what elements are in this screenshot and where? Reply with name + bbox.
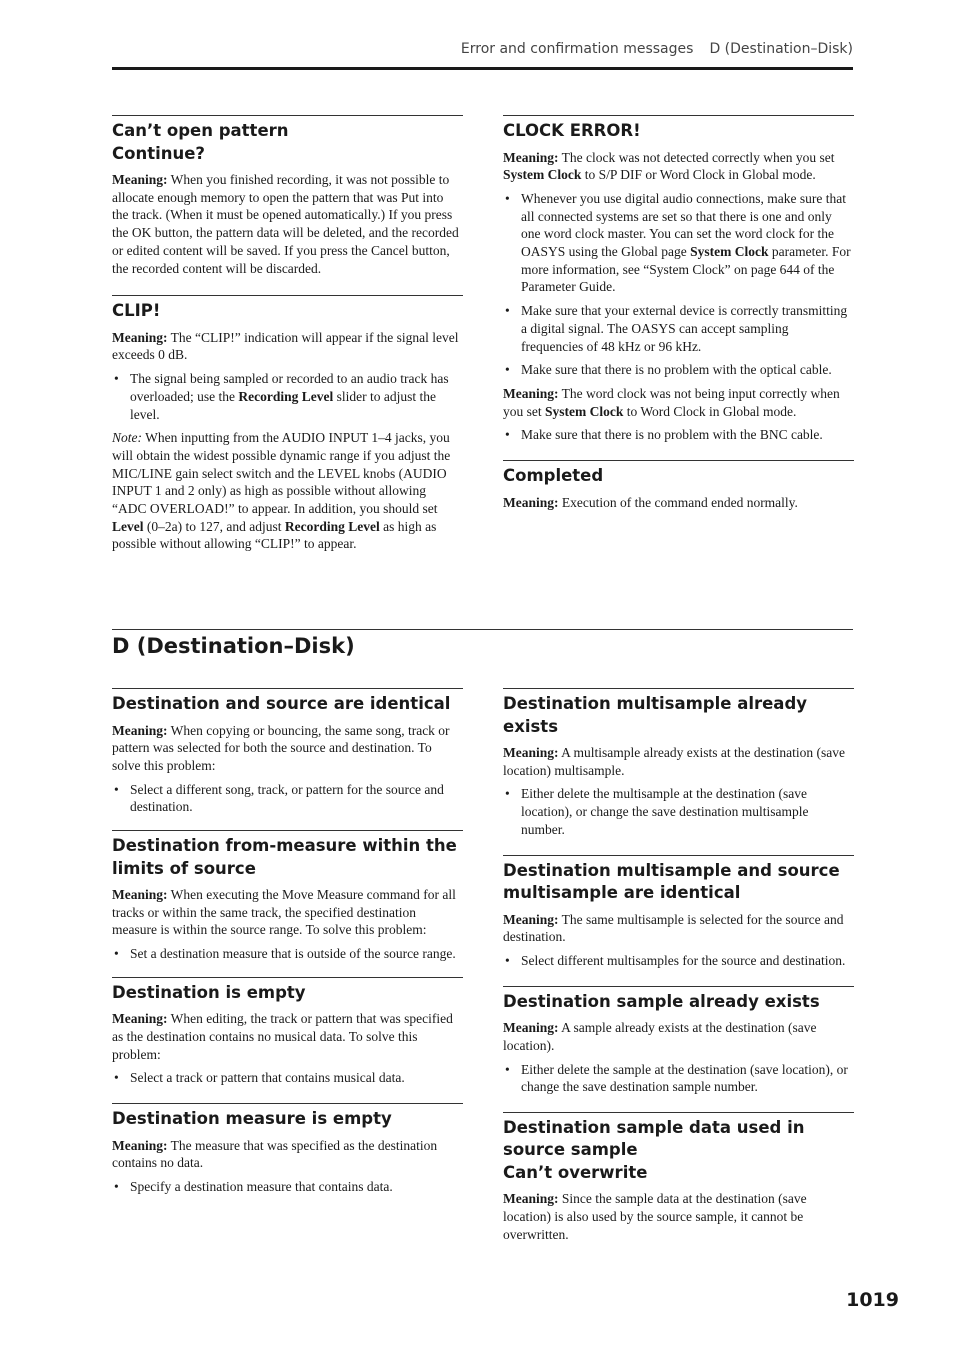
bold-term: Level xyxy=(112,518,144,534)
meaning-label: Meaning: xyxy=(503,494,559,510)
message-title: Can’t open pattern Continue? xyxy=(112,121,289,163)
text-run: as high as possible without allowing “CLIP!” to appear. xyxy=(112,518,437,552)
meaning-paragraph xyxy=(112,886,463,939)
text-run: Either delete the multisample at the destination (save location), or change the save destination multisample number. xyxy=(521,786,809,837)
bullet-list xyxy=(503,1061,854,1096)
list-item xyxy=(112,1069,463,1087)
text-run: Set a destination measure that is outside of the source range. xyxy=(130,946,456,962)
bullet-list xyxy=(112,945,463,963)
message-title: Completed xyxy=(503,466,604,486)
message-entry xyxy=(112,115,463,277)
message-title: Destination sample data used in source sample Can’t overwrite xyxy=(503,1117,805,1182)
text-run: Specify a destination measure that contains data. xyxy=(130,1179,393,1195)
text-run: When inputting from the AUDIO INPUT 1–4 jacks, you will obtain the widest possible dynamic range if you adjust the MIC/LINE gain select switch and the LEVEL knobs (AUDIO INPUT 1 and 2 only) as high as possible without allowing “ADC OVERLOAD!” to appear. In addition, you should set xyxy=(112,430,451,517)
page-number: 1019 xyxy=(846,1289,899,1311)
bullet-list xyxy=(503,426,854,444)
column-bottom-left xyxy=(112,688,463,1202)
list-item xyxy=(503,426,854,444)
list-item xyxy=(503,302,854,355)
meaning-paragraph xyxy=(503,744,854,779)
text-run: slider to adjust the level. xyxy=(130,388,436,422)
list-item xyxy=(112,370,463,423)
meaning-text: The “CLIP!” indication will appear if the signal level exceeds 0 dB. xyxy=(112,329,459,363)
message-entry xyxy=(503,1112,854,1244)
text-run: Whenever you use digital audio connections, make sure that all connected systems are set so that there is one and only one word clock master. You can set the word clock for the OASYS using the Global page xyxy=(521,190,847,260)
bullet-list xyxy=(112,370,463,423)
list-item xyxy=(503,190,854,296)
text-run: The clock was not detected correctly when you set xyxy=(558,149,835,165)
text-run: Make sure that there is no problem with the optical cable. xyxy=(521,362,832,378)
text-run: parameter. For more information, see “System Clock” on page 644 of the Parameter Guide. xyxy=(521,244,851,295)
header-chapter: Error and confirmation messages xyxy=(460,41,694,57)
bold-term: Meaning: xyxy=(503,385,559,401)
bold-term: Meaning: xyxy=(503,149,559,165)
meaning-paragraph xyxy=(112,722,463,775)
meaning-label: Meaning: xyxy=(112,1137,168,1153)
text-run: The word clock was not being input correctly when you set xyxy=(503,385,840,419)
meaning-text: The measure that was specified as the destination contains no data. xyxy=(112,1137,438,1171)
paragraph xyxy=(112,429,463,553)
meaning-label: Meaning: xyxy=(112,722,168,738)
meaning-label: Meaning: xyxy=(503,911,559,927)
meaning-label: Meaning: xyxy=(112,1011,168,1027)
meaning-paragraph xyxy=(503,1190,854,1243)
message-title: CLIP! xyxy=(112,301,161,321)
text-run: The signal being sampled or recorded to an audio track has overloaded; use the xyxy=(130,371,449,404)
message-entry xyxy=(112,830,463,963)
column-bottom-right xyxy=(503,688,854,1250)
bold-term: System Clock xyxy=(503,167,582,183)
list-item xyxy=(112,945,463,963)
text-run: to S/P DIF or Word Clock in Global mode. xyxy=(581,167,816,183)
text-run: Select a different song, track, or pattern for the source and destination. xyxy=(130,781,444,815)
meaning-text: When editing, the track or pattern that was specified as the destination contains no musical data. To solve this problem: xyxy=(112,1011,453,1062)
message-entry xyxy=(503,986,854,1096)
bold-term: Recording Level xyxy=(238,388,334,404)
meaning-text: Execution of the command ended normally. xyxy=(558,494,798,510)
header-rule xyxy=(112,67,853,70)
message-title: Destination and source are identical xyxy=(112,694,451,713)
paragraph xyxy=(503,149,854,184)
column-top-right xyxy=(503,115,854,517)
running-header xyxy=(461,41,853,57)
bullet-list xyxy=(503,952,854,970)
section-rule xyxy=(112,629,853,630)
message-entry xyxy=(112,295,463,553)
message-entry xyxy=(503,115,854,444)
meaning-paragraph xyxy=(503,1019,854,1054)
meaning-label: Meaning: xyxy=(112,887,168,903)
list-item xyxy=(503,952,854,970)
text-run: Select a track or pattern that contains musical data. xyxy=(130,1070,405,1086)
meaning-label: Meaning: xyxy=(112,172,168,187)
section-title: D (Destination–Disk) xyxy=(112,634,355,658)
list-item xyxy=(503,785,854,838)
message-title: Destination measure is empty xyxy=(112,1109,392,1129)
bold-term: System Clock xyxy=(545,403,624,419)
bullet-list xyxy=(112,1069,463,1087)
message-title: CLOCK ERROR! xyxy=(503,121,641,140)
text-run: Make sure that there is no problem with the BNC cable. xyxy=(521,427,823,443)
bullet-list xyxy=(112,1178,463,1196)
bold-term: Recording Level xyxy=(284,518,380,534)
text-run: Either delete the sample at the destination (save location), or change the save destination sample number. xyxy=(521,1061,848,1095)
bullet-list xyxy=(503,785,854,838)
meaning-text: Since the sample data at the destination (save location) is also used by the source sample, it cannot be overwritten. xyxy=(503,1191,807,1242)
meaning-text: A multisample already exists at the destination (save location) multisample. xyxy=(503,745,845,778)
list-item xyxy=(112,1178,463,1196)
meaning-paragraph xyxy=(112,1137,463,1172)
message-title: Destination multisample and source multisample are identical xyxy=(503,860,840,903)
message-entry xyxy=(503,460,854,511)
bold-term: System Clock xyxy=(690,244,769,260)
meaning-text: The same multisample is selected for the source and destination. xyxy=(503,911,844,945)
text-run: Select different multisamples for the source and destination. xyxy=(521,952,846,968)
meaning-paragraph xyxy=(503,911,854,946)
message-title: Destination from-measure within the limits of source xyxy=(112,836,457,878)
list-item xyxy=(503,361,854,379)
meaning-paragraph xyxy=(112,329,463,364)
meaning-paragraph xyxy=(112,1010,463,1063)
text-run: (0–2a) to 127, and adjust xyxy=(143,518,285,534)
bullet-list xyxy=(503,190,854,379)
meaning-paragraph xyxy=(112,171,463,277)
message-title: Destination sample already exists xyxy=(503,991,820,1011)
meaning-paragraph xyxy=(503,494,854,512)
message-entry xyxy=(112,1103,463,1196)
paragraph xyxy=(503,385,854,420)
text-run: to Word Clock in Global mode. xyxy=(623,403,797,419)
list-item xyxy=(112,781,463,816)
meaning-text: A sample already exists at the destination (save location). xyxy=(503,1020,817,1053)
meaning-text: When executing the Move Measure command for all tracks or within the same track, the specified destination measure is within the source range. To solve this problem: xyxy=(112,887,456,938)
message-entry xyxy=(112,977,463,1087)
meaning-label: Meaning: xyxy=(503,1191,559,1207)
italic-term: Note: xyxy=(112,430,142,446)
meaning-label: Meaning: xyxy=(112,329,168,345)
header-section: D (Destination–Disk) xyxy=(709,41,853,57)
column-top-left xyxy=(112,115,463,559)
meaning-text: When copying or bouncing, the same song, track or pattern was selected for both the source and destination. To solve this problem: xyxy=(112,722,450,773)
meaning-label: Meaning: xyxy=(503,745,559,760)
meaning-label: Meaning: xyxy=(503,1020,559,1036)
meaning-text: When you finished recording, it was not possible to allocate enough memory to open the pattern that was Put into the track. (When it must be opened automatically.) If you press the OK button, the pattern data will be deleted, and the recorded or edited content will be saved. If you press the Cancel button, the recorded content will be discarded. xyxy=(112,172,459,276)
text-run: Make sure that your external device is correctly transmitting a digital signal. The OASYS can accept sampling frequencies of 48 kHz or 96 kHz. xyxy=(521,303,848,354)
message-title: Destination multisample already exists xyxy=(503,694,808,736)
message-entry xyxy=(112,688,463,816)
message-title: Destination is empty xyxy=(112,982,306,1002)
message-entry xyxy=(503,855,854,970)
list-item xyxy=(503,1061,854,1096)
bullet-list xyxy=(112,781,463,816)
message-entry xyxy=(503,688,854,839)
